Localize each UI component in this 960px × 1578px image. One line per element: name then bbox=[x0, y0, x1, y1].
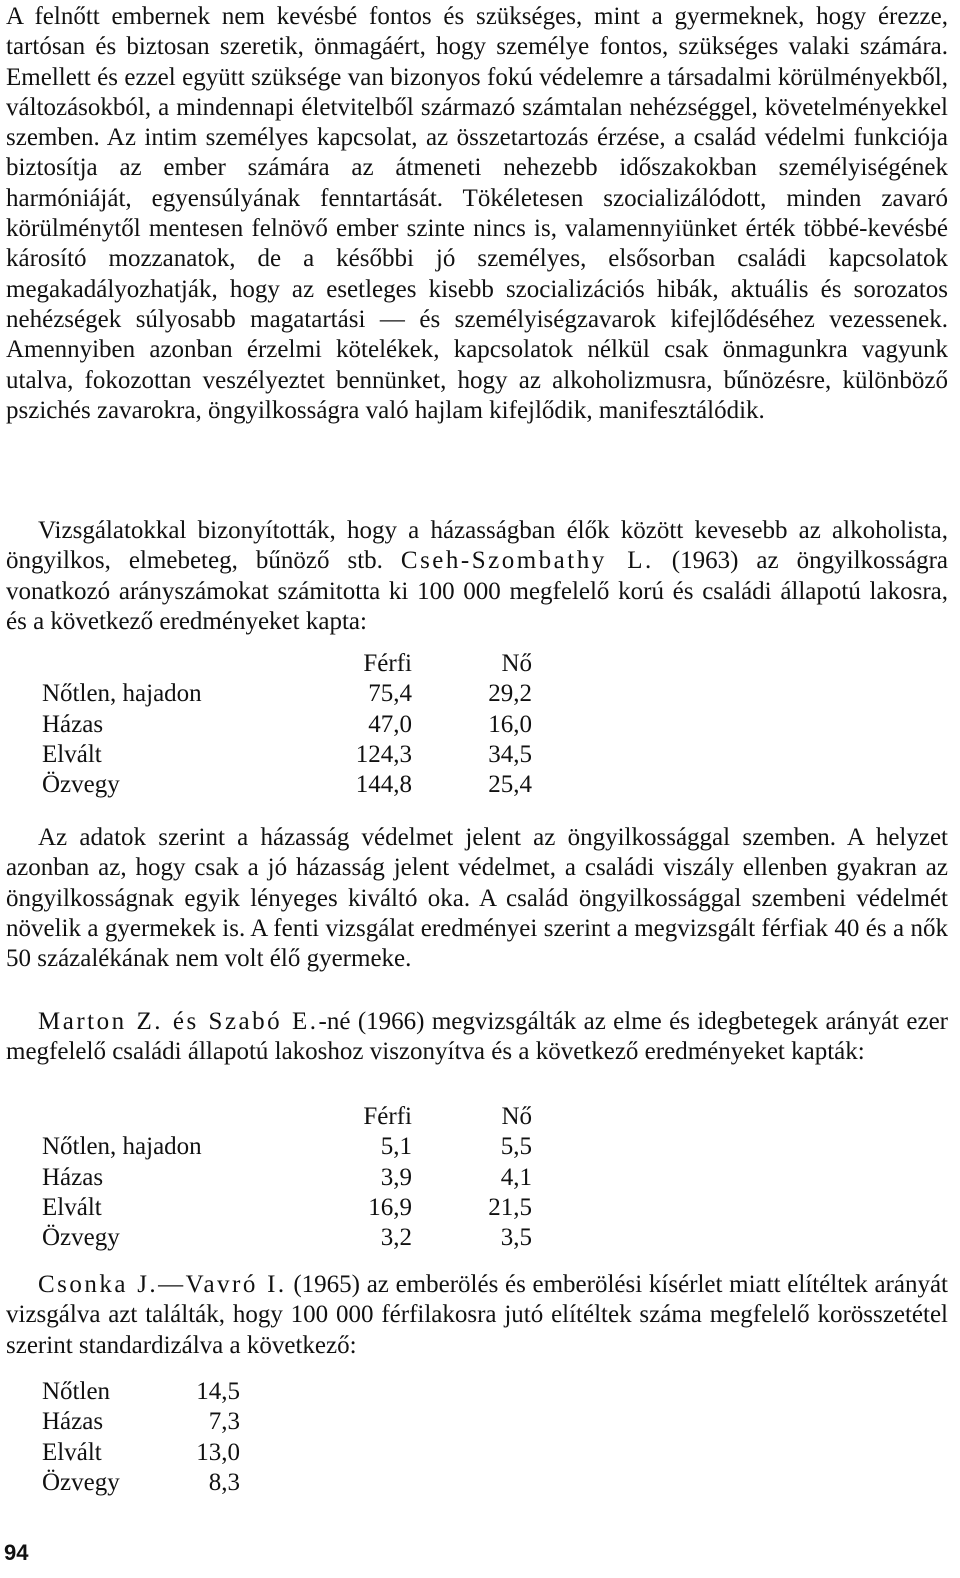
cell-no: 25,4 bbox=[488, 771, 532, 799]
paragraph-family-protection: A felnőtt embernek nem kevésbé fontos és szükséges, mint a gyermeknek, hogy érezze, tartósan és biztosan szeretik, önmagáért, hogy személye fontos, szükséges valaki számára. Emellett és ezzel együtt szüksége van bizonyos fokú védelemre a társadalmi körülményekből, változásokból, a mindennapi életvitelből származó számtalan nehézséggel, követelményekkel szemben. Az intim személyes kapcsolat, az összetartozás érzése, a család védelmi funkciója biztosítja az ember számára az átmeneti nehezebb időszakokban személyiségének harmóniáját, egyensúlyának fenntartását. Tökéletesen szocializálódott, minden zavaró körülménytől mentesen felnövő ember szinte nincs is, valamennyiünket érték többé-kevésbé károsító mozzanatok, de a későbbi jó személyes, elsősorban családi kapcsolatok megakadályozhatják, hogy az esetleges kisebb szocializációs hibák, aktuális és sorozatos nehézségek súlyosabb magatartási — és személyiségzavarok kifejlődéséhez vezessenek. Amennyiben azonban érzelmi kötelékek, kapcsolatok nélkül csak önmagunkra vagyunk utalva, fokozottan veszélyeztet bennünket, hogy az alkoholizmusra, bűnözésre, különböző pszichés zavarokra, öngyilkosságra való hajlam kifejlődik, manifesztálódik. bbox=[6, 3, 948, 424]
table-row bbox=[42, 1132, 532, 1162]
row-label: Elvált bbox=[42, 740, 102, 768]
cell-no: 4,1 bbox=[500, 1163, 532, 1191]
row-label: Elvált bbox=[42, 1438, 102, 1466]
row-label: Elvált bbox=[42, 1193, 102, 1221]
author-csonka-vavro: Csonka J.—Vavró I. bbox=[38, 1271, 287, 1298]
paragraph-suicide-study bbox=[6, 516, 948, 637]
paragraph-mental-illness-study bbox=[6, 1007, 948, 1068]
cell-value: 8,3 bbox=[208, 1468, 240, 1496]
cell-ferfi: 47,0 bbox=[368, 710, 412, 738]
page-number: 94 bbox=[4, 1540, 29, 1565]
table-header-empty bbox=[42, 1102, 292, 1132]
cell-ferfi: 3,2 bbox=[380, 1224, 412, 1252]
table-row bbox=[42, 1438, 240, 1468]
row-label: Házas bbox=[42, 1163, 104, 1191]
cell-ferfi: 5,1 bbox=[380, 1133, 412, 1161]
row-label: Házas bbox=[42, 710, 104, 738]
row-label: Nőtlen, hajadon bbox=[42, 680, 202, 708]
cell-no: 34,5 bbox=[488, 740, 532, 768]
cell-value: 7,3 bbox=[208, 1408, 240, 1436]
paragraph-marriage-protection: Az adatok szerint a házasság védelmet jelent az öngyilkossággal szemben. A helyzet azonban az, hogy csak a jó házasság jelent védelmet, a családi viszály ellenben gyakran az öngyilkosságnak egyik lényeges kiváltó oka. A család öngyilkossággal szembeni védelmét növelik a gyermekek is. A fenti vizsgálat eredményei szerint a megvizsgált férfiak 40 és a nők 50 százalékának nem volt élő gyermeke. bbox=[6, 824, 948, 973]
table-row bbox=[42, 740, 532, 770]
table-header-row bbox=[42, 1102, 532, 1132]
cell-value: 13,0 bbox=[196, 1438, 240, 1466]
suicide-study-method: (1963) az öngyilkosságra vonatkozó arányszámokat számitotta ki 100 000 megfelelő korú és családi állapotú lakosra, és a következő eredményeket kapta: bbox=[6, 547, 948, 635]
cell-ferfi: 75,4 bbox=[368, 680, 412, 708]
cell-ferfi: 16,9 bbox=[368, 1193, 412, 1221]
mental-illness-study-text: -né (1966) megvizsgálták az elme és idegbetegek arányát ezer megfelelő családi állapotú lakoshoz viszonyítva és a következő eredményeket kapták: bbox=[6, 1008, 948, 1066]
table-header-no: Nő bbox=[501, 1103, 532, 1130]
paragraph-homicide-study bbox=[6, 1270, 948, 1361]
row-label: Házas bbox=[42, 1408, 104, 1436]
table-row bbox=[42, 710, 532, 740]
table-row bbox=[42, 679, 532, 709]
table-row bbox=[42, 1223, 532, 1253]
row-label: Özvegy bbox=[42, 771, 120, 799]
row-label: Nőtlen, hajadon bbox=[42, 1133, 202, 1161]
table-row bbox=[42, 1468, 240, 1498]
cell-no: 3,5 bbox=[500, 1224, 532, 1252]
cell-ferfi: 124,3 bbox=[355, 740, 412, 768]
row-label: Özvegy bbox=[42, 1224, 120, 1252]
cell-value: 14,5 bbox=[196, 1378, 240, 1405]
table-row bbox=[42, 1193, 532, 1223]
cell-no: 5,5 bbox=[500, 1133, 532, 1161]
table-header-no: Nő bbox=[501, 650, 532, 677]
suicide-study-intro: Vizsgálatokkal bizonyították, hogy a házasságban élők között kevesebb az alkoholista, öngyilkos, elmebeteg, bűnöző stb. bbox=[6, 517, 948, 575]
homicide-study-text: (1965) az emberölés és emberölési kísérlet miatt elítéltek arányát vizsgálva azt találták, hogy 100 000 férfilakosra jutó elítéltek száma megfelelő korösszetétel szerint standardizálva a következő: bbox=[6, 1271, 949, 1359]
table-row bbox=[42, 1163, 532, 1193]
table-row bbox=[42, 1377, 240, 1407]
mental-illness-rate-table bbox=[42, 1102, 532, 1253]
suicide-rate-table bbox=[42, 649, 532, 800]
table-row bbox=[42, 770, 532, 800]
cell-no: 29,2 bbox=[488, 680, 532, 708]
table-header-ferfi: Férfi bbox=[363, 1103, 412, 1130]
homicide-rate-table bbox=[42, 1377, 240, 1498]
row-label: Özvegy bbox=[42, 1468, 120, 1496]
cell-ferfi: 144,8 bbox=[355, 771, 412, 799]
cell-no: 21,5 bbox=[488, 1193, 532, 1221]
table-header-empty bbox=[42, 649, 292, 679]
author-cseh-szombathy: Cseh-Szombathy L. bbox=[400, 547, 654, 575]
author-marton-szabo: Marton Z. és Szabó E. bbox=[38, 1008, 319, 1035]
table-header-ferfi: Férfi bbox=[363, 650, 412, 677]
row-label: Nőtlen bbox=[42, 1378, 111, 1405]
table-header-row bbox=[42, 649, 532, 679]
cell-ferfi: 3,9 bbox=[380, 1163, 412, 1191]
cell-no: 16,0 bbox=[488, 710, 532, 738]
table-row bbox=[42, 1407, 240, 1437]
